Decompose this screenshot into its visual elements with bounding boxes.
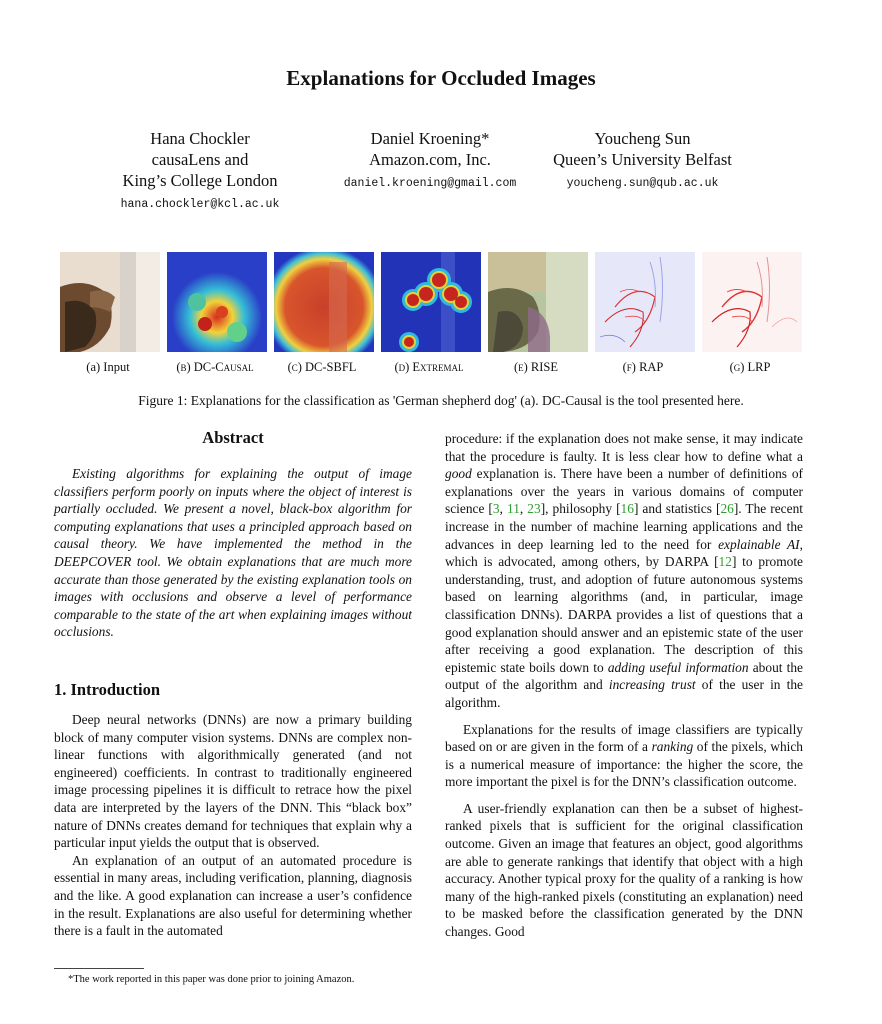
dc-causal-heatmap (167, 252, 267, 352)
author-affiliation: King’s College London (122, 171, 278, 190)
author-email: daniel.kroening@gmail.com (343, 177, 517, 190)
author-affiliation: causaLens and (151, 150, 249, 169)
intro-text (54, 711, 412, 940)
subcaption-a: (a) Input (86, 360, 130, 374)
figure-caption: Figure 1: Explanations for the classification as 'German shepherd dog' (a). DC-Causal is the tool presented here. (138, 393, 744, 408)
author-name: Daniel Kroening* (370, 129, 490, 148)
lrp-heatmap (702, 252, 802, 352)
citation-link[interactable]: 26 (720, 501, 734, 517)
abstract-heading: Abstract (202, 428, 264, 447)
dc-sbfl-heatmap (274, 252, 374, 352)
author-affiliation: Amazon.com, Inc. (369, 150, 491, 169)
subcaption-d: (d) Extremal (394, 360, 464, 374)
right-paragraph-3: A user-friendly explanation can then be a subset of highest-ranked pixels that is sufficient for the original classification outcome. Given an image that features an object, good algorithms are able to generate rankings that identify that object with a high accuracy. Another typical proxy for the quality of a ranking is how many of the high-ranked pixels (constituting an explanation) need to be masked before the classification generated by the DNN changes. Good (445, 800, 803, 940)
paper-title: Explanations for Occluded Images (286, 66, 596, 90)
input-image (60, 252, 160, 352)
rap-heatmap (595, 252, 695, 352)
footnote: *The work reported in this paper was done prior to joining Amazon. (68, 974, 355, 985)
subcaption-f: (f) RAP (622, 360, 664, 374)
extremal-heatmap (381, 252, 481, 352)
citation-link[interactable]: 23 (527, 501, 541, 517)
author-email: youcheng.sun@qub.ac.uk (566, 177, 719, 190)
subcaption-c: (c) DC-SBFL (287, 360, 357, 374)
author-block-2 (320, 128, 540, 194)
right-column (445, 430, 803, 941)
citation-link[interactable]: 16 (620, 501, 634, 517)
abstract-text (54, 465, 412, 641)
intro-paragraph-1: Deep neural networks (DNNs) are now a primary building block of many computer vision systems. DNNs are complex non-linear functions with algorithmically generated (and not engineered) coefficients. In contrast to traditionally engineered image processing pipelines it is difficult to retrace how the pixel data are interpreted by the layers of the DNN. This “black box” nature of DNNs creates demand for techniques that explain why a particular input yields the output that is observed. (54, 712, 412, 851)
right-paragraph-2: Explanations for the results of image classifiers are typically based on or are given in the form of a ranking of the pixels, which is a numerical measure of importance: the higher the score, the more important the pixel is for the DNN’s classification outcome. (445, 721, 803, 790)
abstract-paragraph: Existing algorithms for explaining the output of image classifiers perform poorly on inputs where the object of interest is partially occluded. We present a novel, black-box algorithm for computing explanations that uses a principled approach based on causal theory. We have implemented the method in the DEEPCOVER tool. We obtain explanations that are much more accurate than those generated by the existing explanation tools on images with occlusions and observe a level of performance comparable to the state of the art when explaining images without occlusions. (54, 466, 412, 640)
citation-link[interactable]: 3 (492, 501, 500, 517)
author-name: Youcheng Sun (594, 129, 691, 148)
author-email: hana.chockler@kcl.ac.uk (120, 198, 280, 211)
subcaption-b: (b) DC-Causal (176, 360, 254, 374)
author-affiliation: Queen’s University Belfast (553, 150, 732, 169)
intro-heading: 1. Introduction (54, 680, 161, 699)
rise-heatmap (488, 252, 588, 352)
figure-1 (60, 252, 802, 352)
author-block-1 (80, 128, 320, 215)
subcaption-e: (e) RISE (513, 360, 559, 374)
intro-paragraph-2: An explanation of an output of an automated procedure is essential in many areas, including verification, planning, diagnosis and the like. A good explanation can increase a user’s confidence in the result. Explanations are also useful for determining whether there is a fault in the automated (54, 852, 412, 939)
citation-link[interactable]: 11 (507, 501, 520, 517)
subcaption-g: (g) LRP (729, 360, 771, 374)
author-name: Hana Chockler (150, 129, 250, 148)
citation-link[interactable]: 12 (718, 554, 732, 570)
right-paragraph-1: procedure: if the explanation does not make sense, it may indicate that the procedure is faulty. It is less clear how to define what a good explanation is. There have been a number of definitions of explanations over the years in various domains of computer science [3, 11, 23], philosophy [16] and statistics [26]. The recent increase in the number of machine learning applications and the advances in deep learning led to the need for explainable AI, which is advocated, among others, by DARPA [12] to promote understanding, trust, and adoption of future autonomous systems based on learning algorithms (and, in particular, image classification DNNs). DARPA provides a list of questions that a good explanation should answer and an epistemic state of the user after receiving a good explanation. The description of this epistemic state boils down to adding useful information about the output of the algorithm and increasing trust of the user in the algorithm. (445, 431, 804, 710)
author-block-3 (530, 128, 755, 194)
footnote-rule (54, 968, 144, 969)
